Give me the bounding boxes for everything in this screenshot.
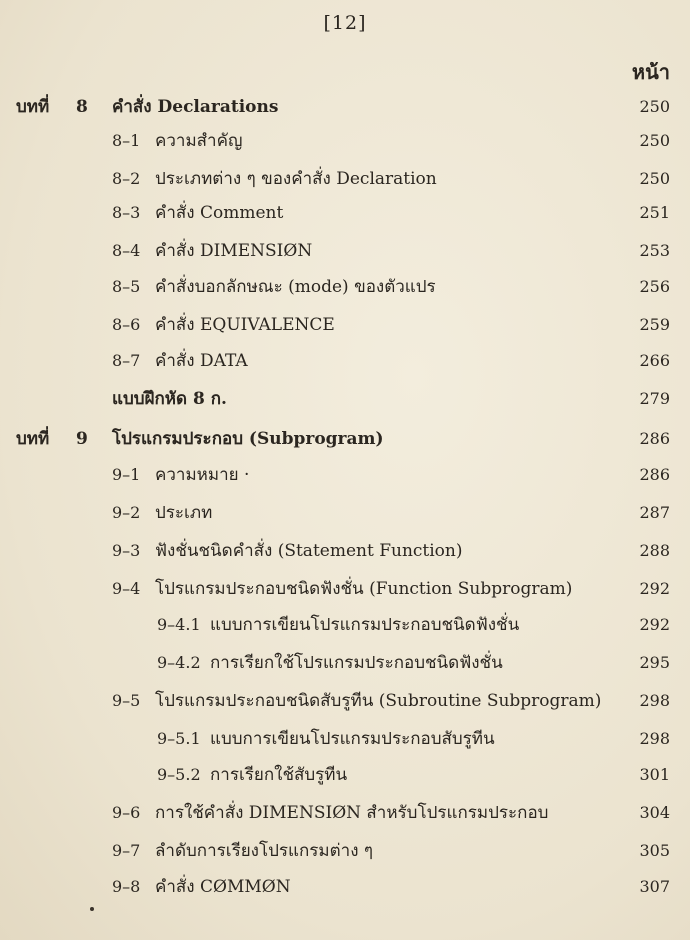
section-title: การใช้คำสั่ง DIMENSIØN สำหรับโปรแกรมประกอบ [155, 803, 549, 823]
page-ref: 286 [639, 429, 670, 448]
page-ref: 253 [639, 241, 670, 260]
section-title: คำสั่ง Comment [155, 203, 284, 223]
toc-section-row [0, 574, 690, 604]
toc-section-row [0, 310, 690, 340]
section-title: ประเภท [155, 503, 213, 523]
section-title: ฟังชั่นชนิดคำสั่ง (Statement Function) [155, 541, 463, 561]
toc-chapter-row [0, 92, 690, 122]
toc-section-row [0, 536, 690, 566]
section-number: 9–5 [112, 691, 141, 710]
section-number: 8–2 [112, 169, 141, 188]
section-title: คำสั่ง DATA [155, 351, 248, 371]
page-ref: 286 [639, 465, 670, 484]
chapter-number: 9 [76, 429, 88, 449]
subsection-number: 9–4.2 [157, 653, 201, 672]
page-ref: 305 [639, 841, 670, 860]
page-ref: 279 [639, 389, 670, 408]
toc-section-row [0, 460, 690, 490]
toc-section-row [0, 198, 690, 228]
toc-subsection-row [0, 648, 690, 678]
page-number: [12] [323, 12, 367, 34]
subsection-title: การเรียกใช้สับรูทีน [210, 765, 348, 785]
page-ref: 295 [639, 653, 670, 672]
toc-chapter-row [0, 424, 690, 454]
chapter-title: คำสั่ง Declarations [112, 97, 279, 117]
page-ref: 250 [639, 131, 670, 150]
toc-section-row [0, 164, 690, 194]
page-ref: 298 [639, 691, 670, 710]
toc-section-row [0, 346, 690, 376]
subsection-title: แบบการเขียนโปรแกรมประกอบชนิดฟังชั่น [210, 615, 520, 635]
section-number: 9–4 [112, 579, 141, 598]
section-title: ลำดับการเรียงโปรแกรมต่าง ๆ [155, 841, 374, 861]
section-number: 8–7 [112, 351, 141, 370]
section-number: 9–1 [112, 465, 141, 484]
subsection-number: 9–4.1 [157, 615, 201, 634]
page-ref: 266 [639, 351, 670, 370]
toc-section-row [0, 686, 690, 716]
section-number: 8–5 [112, 277, 141, 296]
section-number: 9–6 [112, 803, 141, 822]
page-ref: 307 [639, 877, 670, 896]
toc-subsection-row [0, 760, 690, 790]
page-ref: 301 [639, 765, 670, 784]
page-ref: 292 [639, 615, 670, 634]
section-title: ความสำคัญ [155, 131, 243, 151]
toc-subsection-row [0, 610, 690, 640]
section-number: 8–3 [112, 203, 141, 222]
section-title: คำสั่ง CØMMØN [155, 877, 291, 897]
section-title: ความหมาย · [155, 465, 250, 485]
page-ref: 298 [639, 729, 670, 748]
section-title: ประเภทต่าง ๆ ของคำสั่ง Declaration [155, 169, 437, 189]
toc-section-row [0, 872, 690, 902]
ink-speck [90, 907, 94, 911]
section-number: 9–2 [112, 503, 141, 522]
section-title: คำสั่ง DIMENSIØN [155, 241, 313, 261]
page-ref: 259 [639, 315, 670, 334]
page-ref: 287 [639, 503, 670, 522]
toc-section-row [0, 836, 690, 866]
section-number: 9–7 [112, 841, 141, 860]
toc-section-row [0, 498, 690, 528]
page-column-header: หน้า [631, 60, 670, 84]
section-number: 8–6 [112, 315, 141, 334]
section-number: 9–3 [112, 541, 141, 560]
page-ref: 250 [639, 97, 670, 116]
page-ref: 251 [639, 203, 670, 222]
subsection-title: แบบการเขียนโปรแกรมประกอบสับรูทีน [210, 729, 495, 749]
section-title: โปรแกรมประกอบชนิดฟังชั่น (Function Subprogram) [155, 579, 573, 599]
subsection-number: 9–5.1 [157, 729, 201, 748]
toc-section-row [0, 236, 690, 266]
toc-section-row [0, 798, 690, 828]
exercise-title: แบบฝึกหัด 8 ก. [112, 389, 227, 409]
toc-exercise-row [0, 384, 690, 414]
page-ref: 304 [639, 803, 670, 822]
subsection-title: การเรียกใช้โปรแกรมประกอบชนิดฟังชั่น [210, 653, 503, 673]
chapter-number: 8 [76, 97, 88, 117]
page-ref: 256 [639, 277, 670, 296]
section-number: 8–4 [112, 241, 141, 260]
page-ref: 250 [639, 169, 670, 188]
page-ref: 288 [639, 541, 670, 560]
chapter-label: บทที่ [16, 97, 50, 117]
section-number: 9–8 [112, 877, 141, 896]
chapter-label: บทที่ [16, 429, 50, 449]
toc-subsection-row [0, 724, 690, 754]
page-ref: 292 [639, 579, 670, 598]
section-title: คำสั่งบอกลักษณะ (mode) ของตัวแปร [155, 277, 436, 297]
toc-section-row [0, 272, 690, 302]
subsection-number: 9–5.2 [157, 765, 201, 784]
section-number: 8–1 [112, 131, 141, 150]
chapter-title: โปรแกรมประกอบ (Subprogram) [112, 429, 384, 449]
section-title: โปรแกรมประกอบชนิดสับรูทีน (Subroutine Subprogram) [155, 691, 602, 711]
toc-section-row [0, 126, 690, 156]
section-title: คำสั่ง EQUIVALENCE [155, 315, 335, 335]
